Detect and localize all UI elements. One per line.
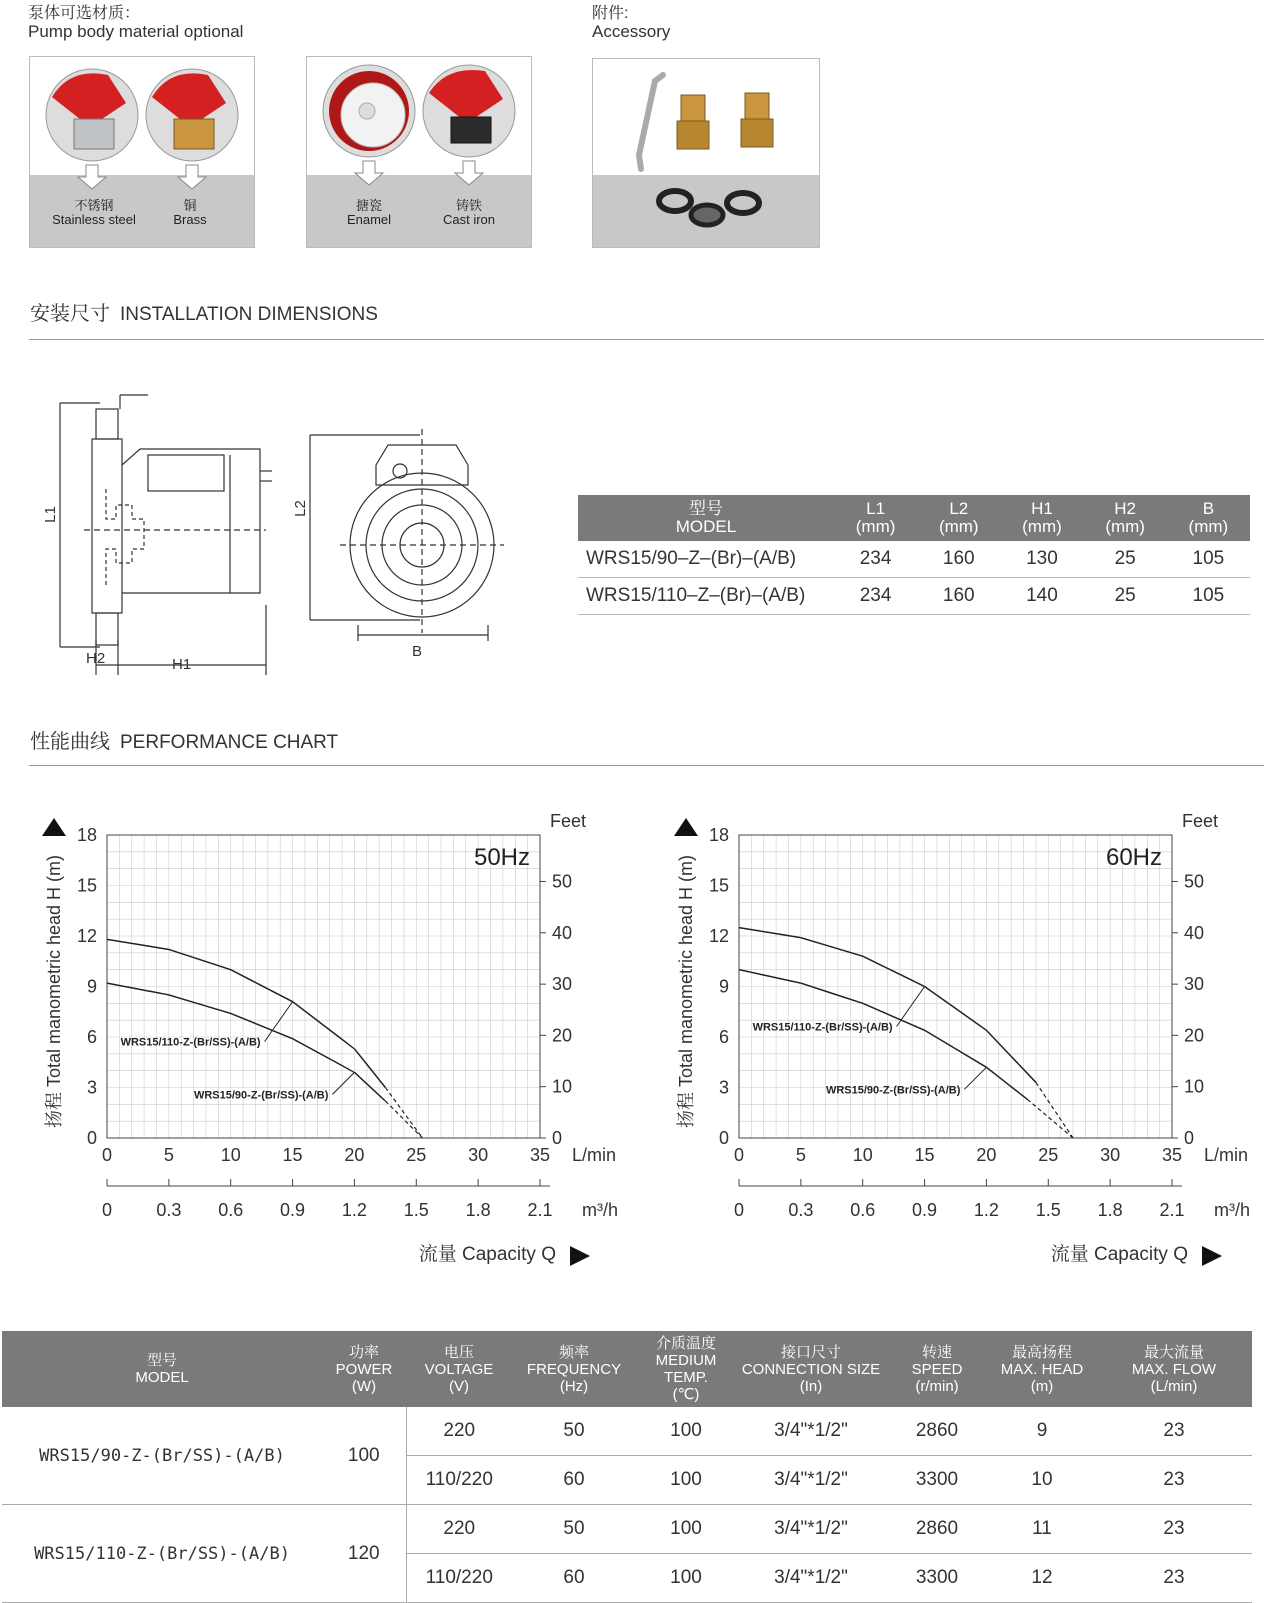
accessory-caption-en: Accessory [592, 22, 671, 41]
dim-label-l2: L2 [291, 500, 309, 517]
material-enamel-label: 搪瓷 Enamel [346, 198, 392, 227]
feet-axis-label: Feet [1182, 811, 1219, 831]
series-label: WRS15/110-Z-(Br/SS)-(A/B) [752, 1021, 893, 1034]
x-unit-label: L/min [572, 1145, 617, 1165]
feet-tick-label: 30 [552, 974, 573, 995]
table-row: WRS15/90-Z-(Br/SS)-(A/B) 100 220 50 100 3/4"*1/2" 2860 9 23 [2, 1407, 1252, 1456]
x-tick-label: 10 [220, 1145, 241, 1165]
dim-col-model: 型号 MODEL [578, 495, 834, 541]
dim-label-l1: L1 [41, 506, 59, 523]
table-row: 110/220 60 100 3/4"*1/2" 3300 10 23 [2, 1456, 1252, 1505]
dim-col-h1: H1 (mm) [1000, 495, 1083, 541]
material-castiron-label: 铸铁 Cast iron [442, 198, 496, 227]
spec-col-max-head: 最高扬程 MAX. HEAD (m) [988, 1331, 1096, 1407]
series-line [739, 970, 1027, 1100]
y-tick-label: 3 [86, 1077, 97, 1098]
feet-tick-label: 0 [1184, 1128, 1195, 1148]
secondary-x-tick-label: 0.9 [912, 1200, 938, 1220]
secondary-x-tick-label: 2.1 [527, 1200, 553, 1220]
x-tick-label: 15 [914, 1145, 935, 1165]
dimension-drawing [40, 385, 510, 685]
x-tick-label: 5 [163, 1145, 174, 1165]
dim-label-b: B [412, 643, 423, 660]
x-tick-label: 25 [406, 1145, 427, 1165]
feet-axis-label: Feet [550, 811, 587, 831]
chart-50hz [0, 800, 632, 1280]
x-tick-label: 5 [795, 1145, 806, 1165]
series-extension [1036, 1082, 1073, 1138]
x-tick-label: 0 [733, 1145, 745, 1165]
x-tick-label: 35 [1161, 1145, 1183, 1165]
x-tick-label: 0 [101, 1145, 113, 1165]
secondary-x-unit: m³/h [582, 1200, 618, 1220]
table-row: 110/220 60 100 3/4"*1/2" 3300 12 23 [2, 1554, 1252, 1603]
secondary-x-tick-label: 2.1 [1159, 1200, 1185, 1220]
x-tick-label: 25 [1038, 1145, 1059, 1165]
feet-tick-label: 20 [552, 1025, 573, 1046]
spec-col-voltage: 电压 VOLTAGE (V) [406, 1331, 512, 1407]
table-row: WRS15/110-Z-(Br/SS)-(A/B) 120 220 50 100 3/4"*1/2" 2860 11 23 [2, 1505, 1252, 1554]
x-tick-label: 10 [852, 1145, 873, 1165]
secondary-x-tick-label: 0.9 [280, 1200, 306, 1220]
secondary-x-tick-label: 0.6 [850, 1200, 876, 1220]
feet-tick-label: 30 [1184, 974, 1205, 995]
dim-col-b: B (mm) [1167, 495, 1250, 541]
secondary-x-tick-label: 0 [733, 1200, 745, 1220]
y-tick-label: 3 [718, 1077, 729, 1098]
y-tick-label: 6 [718, 1027, 729, 1047]
dim-col-l2: L2 (mm) [917, 495, 1000, 541]
spec-col-frequency: 频率 FREQUENCY (Hz) [512, 1331, 636, 1407]
series-label: WRS15/110-Z-(Br/SS)-(A/B) [120, 1036, 261, 1049]
series-label: WRS15/90-Z-(Br/SS)-(A/B) [193, 1089, 329, 1102]
x-tick-label: 20 [976, 1145, 997, 1165]
y-tick-label: 6 [86, 1027, 97, 1047]
chart-title: 60Hz [1105, 844, 1162, 871]
material-panel-enamel-castiron [306, 56, 532, 248]
material-stainless-label: 不锈钢 Stainless steel [52, 198, 136, 227]
y-tick-label: 15 [76, 875, 97, 896]
y-axis-label: 扬程 Total manometric head H (m) [676, 854, 696, 1129]
spec-col-connection: 接口尺寸 CONNECTION SIZE (In) [736, 1331, 886, 1407]
secondary-x-tick-label: 1.2 [341, 1200, 367, 1220]
series-extension [1027, 1099, 1073, 1138]
y-tick-label: 18 [76, 825, 97, 845]
x-axis-arrow-icon [570, 1246, 590, 1266]
chart-60hz [632, 800, 1264, 1280]
series-line [107, 939, 385, 1087]
dim-label-h2: H2 [86, 650, 106, 667]
secondary-x-unit: m³/h [1214, 1200, 1250, 1220]
x-axis-label: 流量 Capacity Q [1050, 1244, 1188, 1265]
y-tick-label: 9 [86, 976, 97, 997]
series-callout-line [265, 1002, 293, 1042]
secondary-x-tick-label: 1.8 [1097, 1200, 1123, 1220]
y-tick-label: 0 [86, 1128, 97, 1148]
y-axis-arrow-icon [674, 818, 698, 836]
x-unit-label: L/min [1204, 1145, 1249, 1165]
chart-title: 50Hz [473, 844, 530, 871]
dim-col-l1: L1 (mm) [834, 495, 917, 541]
feet-tick-label: 50 [552, 871, 573, 892]
feet-tick-label: 50 [1184, 871, 1205, 892]
x-tick-label: 15 [282, 1145, 303, 1165]
series-callout-line [332, 1072, 354, 1094]
spec-table [2, 1331, 1252, 1603]
x-axis-arrow-icon [1202, 1246, 1222, 1266]
feet-tick-label: 10 [552, 1076, 573, 1097]
x-tick-label: 35 [529, 1145, 551, 1165]
secondary-x-tick-label: 1.5 [1035, 1200, 1061, 1220]
materials-caption-en: Pump body material optional [28, 22, 244, 41]
material-brass-label: 铜 Brass [173, 198, 207, 227]
secondary-x-tick-label: 0.3 [156, 1200, 182, 1220]
accessory-panel [592, 58, 820, 248]
y-axis-arrow-icon [42, 818, 66, 836]
secondary-x-tick-label: 0.3 [788, 1200, 814, 1220]
spec-col-power: 功率 POWER (W) [322, 1331, 406, 1407]
table-row: WRS15/110–Z–(Br)–(A/B) 234 160 140 25 105 [578, 578, 1250, 615]
dim-col-h2: H2 (mm) [1084, 495, 1167, 541]
x-tick-label: 30 [468, 1145, 489, 1165]
y-axis-label: 扬程 Total manometric head H (m) [44, 854, 64, 1129]
accessory-caption-cn: 附件: [592, 5, 629, 22]
installation-section-title: 安装尺寸 INSTALLATION DIMENSIONS [30, 303, 378, 325]
feet-tick-label: 40 [1184, 922, 1205, 943]
secondary-x-tick-label: 0 [101, 1200, 113, 1220]
secondary-x-tick-label: 1.2 [973, 1200, 999, 1220]
y-tick-label: 12 [708, 926, 729, 946]
secondary-x-tick-label: 1.8 [465, 1200, 491, 1220]
y-tick-label: 18 [708, 825, 729, 845]
dimensions-table [578, 495, 1250, 615]
dim-label-h1: H1 [172, 656, 192, 673]
spec-col-speed: 转速 SPEED (r/min) [886, 1331, 988, 1407]
installation-divider [29, 339, 1264, 340]
material-panel-steel-brass [29, 56, 255, 248]
performance-section-title: 性能曲线 PERFORMANCE CHART [30, 731, 339, 753]
secondary-x-tick-label: 1.5 [403, 1200, 429, 1220]
performance-divider [29, 765, 1264, 766]
series-label: WRS15/90-Z-(Br/SS)-(A/B) [825, 1084, 961, 1097]
feet-tick-label: 0 [552, 1128, 563, 1148]
spec-col-max-flow: 最大流量 MAX. FLOW (L/min) [1096, 1331, 1252, 1407]
feet-tick-label: 40 [552, 922, 573, 943]
table-row: WRS15/90–Z–(Br)–(A/B) 234 160 130 25 105 [578, 541, 1250, 578]
x-tick-label: 20 [344, 1145, 365, 1165]
y-tick-label: 9 [718, 976, 729, 997]
y-tick-label: 15 [708, 875, 729, 896]
x-axis-label: 流量 Capacity Q [418, 1244, 556, 1265]
secondary-x-tick-label: 0.6 [218, 1200, 244, 1220]
accessory-photo [593, 59, 819, 247]
materials-caption-cn: 泵体可选材质： [28, 5, 141, 22]
spec-col-model: 型号 MODEL [2, 1331, 322, 1407]
x-tick-label: 30 [1100, 1145, 1121, 1165]
spec-col-medium-temp: 介质温度 MEDIUM TEMP. (℃) [636, 1331, 736, 1407]
feet-tick-label: 20 [1184, 1025, 1205, 1046]
y-tick-label: 0 [718, 1128, 729, 1148]
y-tick-label: 12 [76, 926, 97, 946]
feet-tick-label: 10 [1184, 1076, 1205, 1097]
